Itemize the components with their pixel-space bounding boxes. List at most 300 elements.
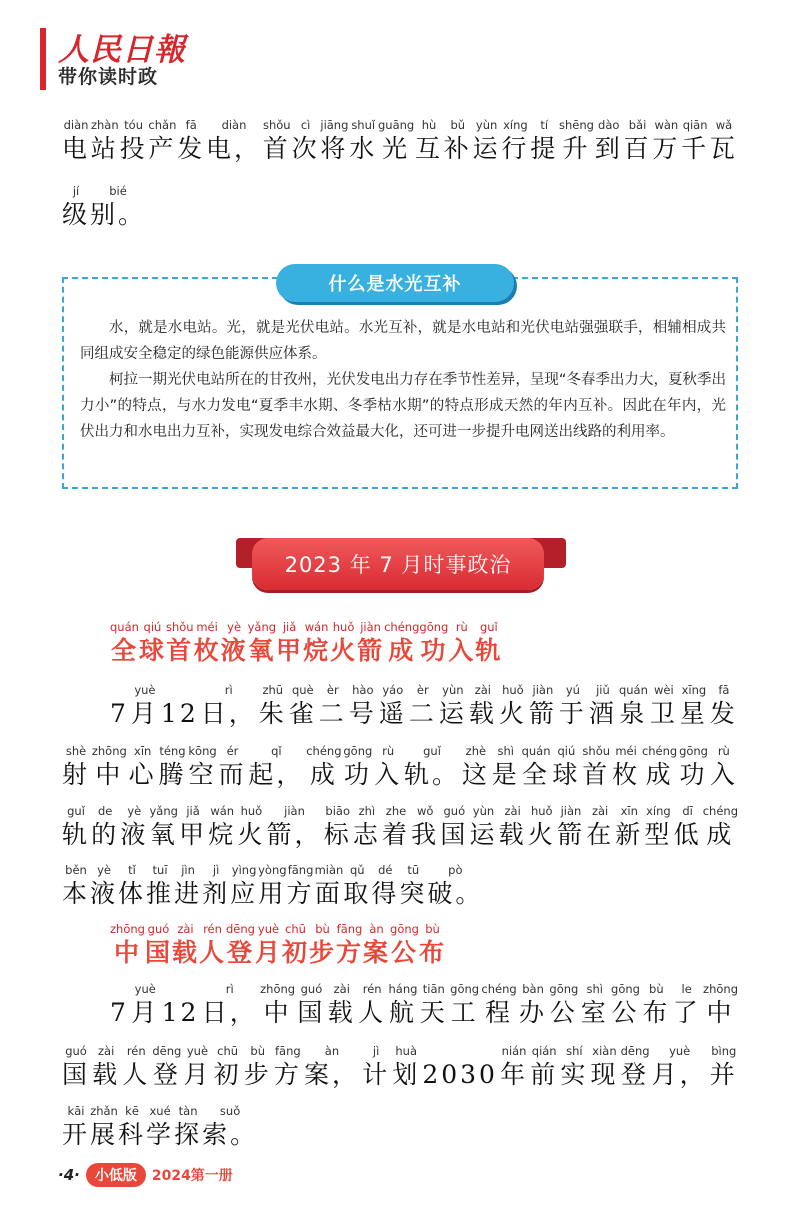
ruby-token — [703, 982, 738, 1030]
pinyin: zài — [333, 982, 350, 996]
pinyin: quán — [618, 683, 648, 697]
pinyin: guāng — [377, 118, 415, 132]
pinyin: bù — [425, 922, 440, 936]
ruby-token — [131, 982, 159, 1030]
ruby-token — [292, 118, 320, 166]
ruby-token — [146, 863, 174, 911]
hanzi: 中 — [113, 938, 141, 967]
ruby-token — [62, 863, 90, 911]
hanzi: 产 — [148, 134, 177, 163]
pinyin: diàn — [63, 118, 89, 132]
hanzi: 级 — [62, 200, 91, 229]
pinyin: méi — [196, 620, 218, 634]
ruby-token — [274, 1044, 302, 1092]
hanzi: 卫 — [649, 699, 678, 728]
hanzi: 全 — [522, 760, 551, 789]
hanzi: 而 — [218, 760, 247, 789]
ruby-token — [118, 863, 146, 911]
ruby-token — [557, 804, 585, 852]
hanzi: 起， — [248, 760, 305, 789]
ruby-token — [411, 804, 439, 852]
info-box-title-tab — [276, 264, 514, 302]
ruby-token — [324, 804, 352, 852]
hanzi: 7 — [110, 699, 129, 728]
hanzi: 运 — [469, 820, 498, 849]
hanzi: 别。 — [90, 200, 147, 229]
hanzi: 破。 — [427, 879, 484, 908]
pinyin: diàn — [221, 118, 247, 132]
section-banner — [252, 538, 544, 590]
hanzi: 氧 — [248, 636, 276, 665]
hanzi: 公 — [611, 998, 640, 1027]
hanzi: 布 — [418, 938, 446, 967]
pinyin: jì — [372, 1044, 380, 1058]
hanzi: 号 — [348, 699, 377, 728]
news2-line-3 — [62, 1104, 258, 1152]
pinyin: àn — [369, 922, 384, 936]
ruby-token — [120, 118, 148, 166]
hanzi: 火 — [498, 699, 527, 728]
pinyin: dēng — [620, 1044, 650, 1058]
ruby-token — [529, 683, 557, 731]
news1-line-3 — [62, 804, 738, 852]
ruby-token — [219, 744, 247, 792]
ruby-token — [674, 804, 702, 852]
ruby-token — [319, 683, 347, 731]
pinyin: gōng — [611, 982, 640, 996]
ruby-token — [91, 804, 119, 852]
ruby-token — [420, 982, 448, 1030]
ruby-token — [374, 744, 402, 792]
hanzi: 索。 — [202, 1120, 259, 1149]
hanzi: 液 — [220, 636, 248, 665]
ruby-token — [90, 1104, 118, 1152]
hanzi: 中 — [263, 998, 292, 1027]
hanzi: 人 — [358, 998, 387, 1027]
ruby-token — [382, 804, 410, 852]
pinyin: rù — [382, 744, 395, 758]
pinyin: huǒ — [530, 804, 553, 818]
pinyin: jìn — [181, 863, 195, 877]
hanzi: 球 — [138, 636, 166, 665]
ruby-token — [297, 982, 325, 1030]
pinyin: jiǎ — [186, 804, 200, 818]
hanzi: 液 — [90, 879, 119, 908]
ruby-token — [62, 1104, 90, 1152]
pinyin: rén — [126, 1044, 146, 1058]
pinyin: jiǎ — [282, 620, 297, 634]
pinyin: quán — [110, 620, 139, 634]
ruby-token — [552, 744, 580, 792]
pinyin: wǒ — [416, 804, 434, 818]
ruby-token — [62, 1044, 90, 1092]
ruby-token — [549, 982, 578, 1030]
pinyin: guǐ — [479, 620, 498, 634]
hanzi: 运 — [472, 134, 501, 163]
hanzi: 开 — [62, 1120, 91, 1149]
ruby-token — [208, 804, 236, 852]
ruby-token — [328, 982, 356, 1030]
pinyin: zhōng — [91, 744, 127, 758]
hanzi: 着 — [382, 820, 411, 849]
pinyin: qiú — [557, 744, 576, 758]
ruby-token — [267, 804, 323, 852]
ruby-token — [91, 118, 119, 166]
pinyin: hào — [352, 683, 374, 697]
ruby-token — [62, 744, 90, 792]
pinyin: èr — [326, 683, 339, 697]
hanzi: 国 — [144, 938, 172, 967]
ruby-token — [221, 620, 248, 668]
ruby-token — [174, 863, 202, 911]
hanzi: 并 — [709, 1060, 738, 1089]
ruby-token — [595, 118, 623, 166]
hanzi: 水 — [349, 134, 378, 163]
pinyin: zhe — [385, 804, 407, 818]
hanzi: 案 — [363, 938, 391, 967]
hanzi: 行 — [501, 134, 530, 163]
pinyin: yǎng — [247, 620, 277, 634]
edition-badge: 小低版 — [86, 1163, 146, 1187]
ruby-token — [469, 683, 497, 731]
hanzi: 方 — [286, 879, 315, 908]
hanzi: 突 — [399, 879, 428, 908]
ruby-token — [710, 1044, 738, 1092]
pinyin: bié — [109, 184, 127, 198]
hanzi: 电， — [205, 134, 262, 163]
hanzi: 公 — [549, 998, 578, 1027]
ruby-token — [492, 744, 520, 792]
hanzi: 得 — [371, 879, 400, 908]
pinyin: zhū — [262, 683, 284, 697]
hanzi: 案， — [303, 1060, 360, 1089]
hanzi: 朱 — [258, 699, 287, 728]
pinyin: zài — [504, 804, 521, 818]
pinyin: guó — [147, 922, 170, 936]
ruby-token — [530, 1044, 558, 1092]
pinyin: guó — [300, 982, 323, 996]
hanzi: 万 — [652, 134, 681, 163]
pinyin: dēng — [152, 1044, 182, 1058]
pinyin: dī — [682, 804, 693, 818]
ruby-token — [624, 118, 652, 166]
ruby-token — [353, 804, 381, 852]
hanzi: 光 — [382, 134, 411, 163]
hanzi: 成 — [706, 820, 735, 849]
ruby-token — [201, 683, 257, 731]
ruby-token — [530, 118, 558, 166]
pinyin: qiān — [682, 118, 708, 132]
pinyin: zhè — [465, 744, 487, 758]
pinyin: zài — [474, 683, 491, 697]
ruby-token — [259, 683, 287, 731]
hanzi: 航 — [388, 998, 417, 1027]
pinyin: yuè — [186, 1044, 209, 1058]
ruby-token — [581, 982, 609, 1030]
pinyin: què — [291, 683, 314, 697]
ruby-token — [214, 1044, 242, 1092]
ruby-token — [118, 1104, 146, 1152]
pinyin: bù — [250, 1044, 265, 1058]
intro-line-2 — [62, 184, 146, 232]
ruby-token — [378, 118, 414, 166]
ruby-token — [612, 744, 640, 792]
ruby-token — [162, 982, 200, 1030]
hanzi: 射 — [62, 760, 91, 789]
hanzi: 用 — [258, 879, 287, 908]
ruby-token — [642, 982, 670, 1030]
pinyin: fāng — [287, 863, 314, 877]
hanzi: 心 — [128, 760, 157, 789]
ruby-token — [248, 620, 276, 668]
news2-line-1 — [110, 982, 738, 1030]
ruby-token — [644, 804, 672, 852]
pinyin: kāi — [67, 1104, 85, 1118]
pinyin: èr — [416, 683, 429, 697]
ruby-token — [139, 620, 166, 668]
pinyin: zhàn — [90, 118, 119, 132]
pinyin: jí — [72, 184, 80, 198]
pinyin: xíng — [646, 804, 671, 818]
pinyin: miàn — [314, 863, 344, 877]
hanzi: 月 — [131, 998, 160, 1027]
pinyin: háng — [388, 982, 418, 996]
pinyin: méi — [615, 744, 637, 758]
ruby-token — [90, 863, 118, 911]
hanzi: 站 — [90, 134, 119, 163]
ruby-token — [199, 922, 226, 970]
pinyin: yuè — [134, 982, 156, 996]
hanzi: 取 — [343, 879, 372, 908]
pinyin: rén — [203, 922, 222, 936]
ruby-token — [206, 118, 262, 166]
hanzi: 中 — [95, 760, 124, 789]
pinyin: yè — [227, 620, 242, 634]
pinyin: kē — [125, 1104, 139, 1118]
pinyin: xīn — [620, 804, 638, 818]
hanzi: 首 — [166, 636, 194, 665]
hanzi: 补 — [443, 134, 472, 163]
ruby-token — [501, 118, 529, 166]
pinyin: qǐ — [271, 744, 282, 758]
ruby-token — [679, 744, 708, 792]
ruby-token — [263, 118, 291, 166]
pinyin: shuǐ — [351, 118, 376, 132]
pinyin: rì — [225, 982, 234, 996]
pinyin: huǒ — [502, 683, 524, 697]
pinyin: tiān — [422, 982, 445, 996]
ruby-token — [444, 118, 472, 166]
ruby-token — [255, 922, 282, 970]
ruby-token — [650, 683, 678, 731]
hanzi: 公 — [391, 938, 419, 967]
pinyin: yáo — [382, 683, 404, 697]
ruby-token — [110, 982, 129, 1030]
hanzi: 入 — [709, 760, 738, 789]
hanzi: 千 — [681, 134, 710, 163]
ruby-token — [320, 118, 348, 166]
ruby-token — [120, 804, 148, 852]
ruby-token — [673, 982, 701, 1030]
hanzi: 成 — [388, 636, 416, 665]
pinyin: chéng — [702, 804, 738, 818]
ruby-token — [145, 922, 172, 970]
ruby-token — [315, 863, 344, 911]
news1-line-2 — [62, 744, 738, 792]
pinyin: gōng — [549, 982, 579, 996]
pinyin: zài — [97, 1044, 115, 1058]
pinyin: suǒ — [219, 1104, 241, 1118]
pinyin: de — [97, 804, 113, 818]
hanzi: 国 — [440, 820, 469, 849]
pinyin: qǔ — [350, 863, 365, 877]
ruby-token — [306, 744, 341, 792]
pinyin: rù — [455, 620, 468, 634]
hanzi: 登 — [152, 1060, 181, 1089]
hanzi: 投 — [119, 134, 148, 163]
hanzi: 次 — [291, 134, 320, 163]
hanzi: 体 — [118, 879, 147, 908]
hanzi: 遥 — [378, 699, 407, 728]
hanzi: 天 — [419, 998, 448, 1027]
hanzi: 的 — [91, 820, 120, 849]
pinyin: bǔ — [450, 118, 466, 132]
ruby-token — [439, 683, 467, 731]
pinyin: dào — [598, 118, 620, 132]
hanzi: 液 — [120, 820, 149, 849]
pinyin: rì — [224, 683, 233, 697]
ruby-token — [188, 744, 216, 792]
ruby-token — [174, 1104, 202, 1152]
ruby-token — [415, 118, 443, 166]
hanzi: 箭 — [357, 636, 385, 665]
pinyin: yùn — [475, 118, 498, 132]
pinyin: gōng — [679, 744, 708, 758]
pinyin: fāng — [336, 922, 363, 936]
ruby-token — [440, 804, 468, 852]
pinyin: gōng — [343, 744, 373, 758]
ruby-token — [177, 118, 205, 166]
pinyin: fāng — [274, 1044, 301, 1058]
ruby-token — [146, 1104, 174, 1152]
hanzi: 12 — [161, 998, 200, 1027]
ruby-token — [62, 118, 90, 166]
pinyin: wán — [304, 620, 329, 634]
pinyin: jì — [212, 863, 220, 877]
pinyin: fā — [718, 683, 730, 697]
ruby-token — [110, 620, 139, 668]
hanzi: 载 — [171, 938, 199, 967]
ruby-token — [194, 620, 221, 668]
hanzi: 到 — [594, 134, 623, 163]
column-subtitle: 带你读时政 — [58, 66, 159, 88]
ruby-token — [619, 683, 648, 731]
ruby-token — [475, 620, 502, 668]
ruby-token — [349, 118, 377, 166]
hanzi: 进 — [174, 879, 203, 908]
hanzi: 功 — [343, 760, 372, 789]
hanzi: 功 — [420, 636, 448, 665]
hanzi: 发 — [177, 134, 206, 163]
hanzi: 雀 — [288, 699, 317, 728]
ruby-token — [122, 1044, 150, 1092]
page-footer — [58, 1163, 233, 1187]
pinyin: jiàn — [360, 620, 381, 634]
ruby-token — [559, 118, 594, 166]
pinyin: shí — [566, 1044, 583, 1058]
ruby-token — [110, 922, 145, 970]
pinyin: jiǔ — [596, 683, 610, 697]
pinyin: shēng — [558, 118, 594, 132]
pinyin: shì — [497, 744, 514, 758]
pinyin: wàn — [654, 118, 679, 132]
hanzi: 轨 — [62, 820, 91, 849]
ruby-token — [358, 982, 386, 1030]
hanzi: 枚 — [193, 636, 221, 665]
hanzi: 泉 — [619, 699, 648, 728]
pinyin: chéng — [641, 744, 678, 758]
ruby-token — [642, 744, 677, 792]
ruby-token — [248, 744, 304, 792]
hanzi: 登 — [621, 1060, 650, 1089]
pinyin: quán — [521, 744, 551, 758]
hanzi: 初 — [213, 1060, 242, 1089]
hanzi: 7 — [110, 998, 129, 1027]
hanzi: 面 — [314, 879, 343, 908]
ruby-token — [110, 683, 129, 731]
hanzi: 月， — [651, 1060, 708, 1089]
section-banner-title: 2023 年 7 月时事政治 — [284, 553, 512, 577]
hanzi: 是 — [491, 760, 520, 789]
hanzi: 电 — [62, 134, 91, 163]
ruby-token — [399, 863, 427, 911]
hanzi: 载 — [498, 820, 527, 849]
news2-headline — [110, 922, 446, 970]
pinyin: rù — [717, 744, 730, 758]
hanzi: 剂 — [202, 879, 231, 908]
pinyin: tuī — [152, 863, 168, 877]
pinyin: guó — [443, 804, 466, 818]
pinyin: huǒ — [240, 804, 263, 818]
ruby-token — [462, 744, 490, 792]
hanzi: 入 — [448, 636, 476, 665]
ruby-token — [499, 804, 527, 852]
hanzi: 全 — [110, 636, 138, 665]
ruby-token — [710, 683, 738, 731]
pinyin: chū — [285, 922, 306, 936]
ruby-token — [389, 982, 418, 1030]
ruby-token — [226, 922, 255, 970]
ruby-token — [349, 683, 377, 731]
pinyin: wán — [210, 804, 235, 818]
ruby-token — [161, 683, 199, 731]
pinyin: xué — [149, 1104, 171, 1118]
ruby-token — [362, 1044, 390, 1092]
hanzi: 火 — [237, 820, 266, 849]
page-number: ·4· — [58, 1166, 80, 1184]
hanzi: 升 — [562, 134, 591, 163]
ruby-token — [528, 804, 556, 852]
info-box-text — [80, 315, 726, 445]
pinyin: jiàn — [284, 804, 305, 818]
hanzi: 甲 — [276, 636, 304, 665]
pinyin: tí — [540, 118, 549, 132]
ruby-token — [304, 1044, 360, 1092]
hanzi: 载 — [468, 699, 497, 728]
hanzi: 于 — [558, 699, 587, 728]
pinyin: qián — [531, 1044, 557, 1058]
pinyin: chéng — [481, 982, 517, 996]
